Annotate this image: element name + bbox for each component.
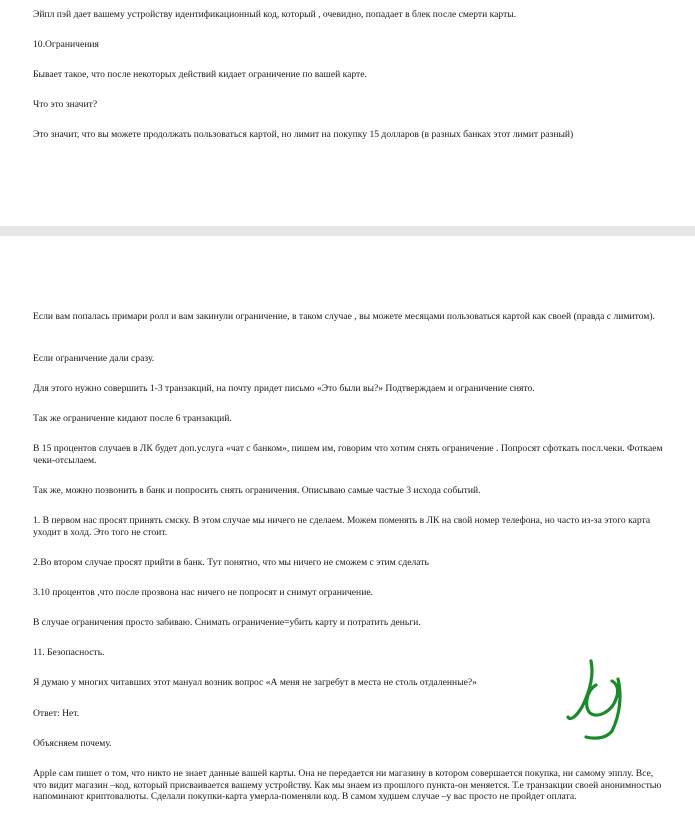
page-separator (0, 226, 695, 236)
document-page-top (0, 0, 695, 226)
paragraph-outcome-1: 1. В первом нас просят принять смску. В этом случае мы ничего не сделаем. Можем поменять в ЛК на свой номер телефона, но часто из-за этого карта уходит в холд. Это того не стоит. (33, 515, 651, 538)
paragraph-limit-meaning: Это значит, что вы можете продолжать пользоваться картой, но лимит на покупку 15 долларов (в разных банках этот лимит разный) (33, 129, 574, 140)
paragraph-six-transactions: Так же ограничение кидают после 6 транзакций. (33, 413, 232, 424)
section-heading-limits: 10.Ограничения (33, 39, 99, 50)
handwritten-signature-icon (560, 655, 640, 745)
paragraph-give-up: В случае ограничения просто забиваю. Снимать ограничение=убить карту и потратить деньги. (33, 617, 421, 628)
section-heading-security: 11. Безопасность. (33, 647, 105, 658)
paragraph-explain: Объясняем почему. (33, 738, 112, 749)
paragraph-outcome-3: 3.10 процентов ,что после прозвона нас ничего не попросят и снимут ограничение. (33, 587, 373, 598)
paragraph-immediate-limit: Если ограничение дали сразу. (33, 353, 155, 364)
paragraph-bank-chat: В 15 процентов случаев в ЛК будет доп.услуга «чат с банком», пишем им, говорим что хотим снять ограничение . Попросят сфоткать посл.чеки. Фоткаем чеки-отсылаем. (33, 443, 663, 466)
paragraph-transactions: Для этого нужно совершить 1-3 транзакций, на почту придет письмо «Это были вы?» Подтверждаем и ограничение снято. (33, 383, 535, 394)
paragraph-limit-intro: Бывает такое, что после некоторых действий кидает ограничение по вашей карте. (33, 69, 367, 80)
paragraph-outcome-2: 2.Во втором случае просят прийти в банк. Тут понятно, что мы ничего не сможем с этим сделать (33, 557, 429, 568)
paragraph-primary-roll: Если вам попалась примари ролл и вам закинули ограничение, в таком случае , вы можете месяцами пользоваться картой как своей (правда с лимитом). (33, 311, 655, 322)
paragraph-question: Что это значит? (33, 99, 98, 110)
paragraph-answer: Ответ: Нет. (33, 708, 80, 719)
paragraph-apple-anonymity: Apple сам пишет о том, что никто не знает данные вашей карты. Она не передается ни магазину в котором совершается покупка, ни самому эпплу. Все, что видит магазин –код, который присваивается вашему устройству. Как мы знаем из прошлого пункта-он меняется. Т.е транзакции своей анонимностью напоминают криптовалюты. Сделали покупки-карта умерла-поменяли код. В самом худшем случае –у вас просто не пройдет оплата. (33, 768, 662, 802)
paragraph-call-bank: Так же, можно позвонить в банк и попросить снять ограничения. Описываю самые частые 3 исхода событий. (33, 485, 481, 496)
paragraph-question-jail: Я думаю у многих читавших этот мануал возник вопрос «А меня не загребут в места не столь отдаленные?» (33, 677, 477, 688)
paragraph-apple-pay-code: Эйпл пэй дает вашему устройству идентификационный код, который , очевидно, попадает в блек после смерти карты. (33, 9, 517, 20)
